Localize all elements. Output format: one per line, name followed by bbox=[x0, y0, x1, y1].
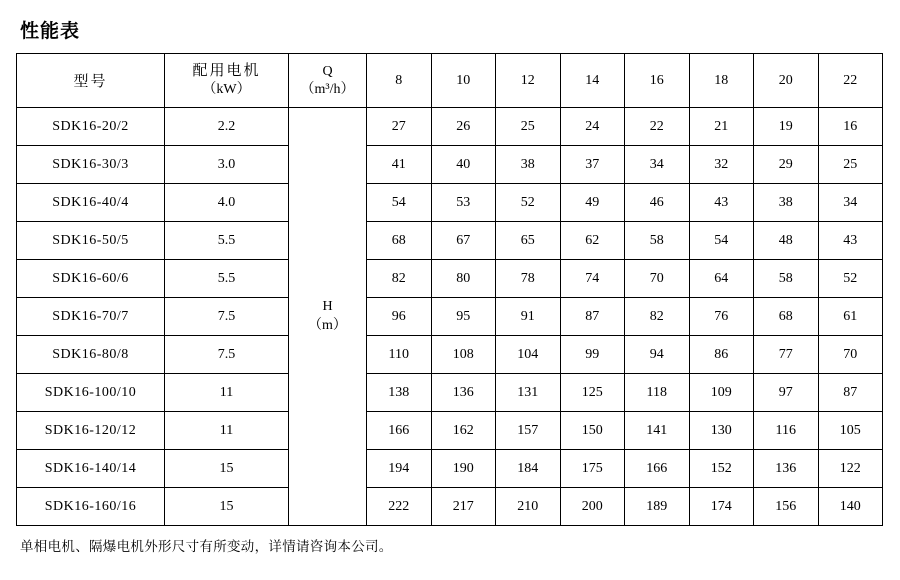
header-flow bbox=[289, 54, 367, 108]
table-row bbox=[17, 146, 883, 184]
cell-power: 11 bbox=[165, 374, 289, 412]
cell-model: SDK16-120/12 bbox=[17, 412, 165, 450]
cell-head-label bbox=[289, 108, 367, 526]
cell-model: SDK16-50/5 bbox=[17, 222, 165, 260]
cell-head: 19 bbox=[754, 108, 819, 146]
cell-model: SDK16-140/14 bbox=[17, 450, 165, 488]
cell-head: 95 bbox=[431, 298, 496, 336]
cell-head: 109 bbox=[689, 374, 754, 412]
cell-head: 54 bbox=[689, 222, 754, 260]
cell-power: 3.0 bbox=[165, 146, 289, 184]
cell-head: 48 bbox=[754, 222, 819, 260]
cell-head: 131 bbox=[496, 374, 561, 412]
header-flow-value: 8 bbox=[367, 54, 432, 108]
cell-power: 2.2 bbox=[165, 108, 289, 146]
cell-head: 141 bbox=[625, 412, 690, 450]
head-label-line1: H bbox=[322, 299, 333, 315]
cell-model: SDK16-40/4 bbox=[17, 184, 165, 222]
cell-head: 122 bbox=[818, 450, 883, 488]
cell-head: 222 bbox=[367, 488, 432, 526]
cell-head: 189 bbox=[625, 488, 690, 526]
cell-head: 125 bbox=[560, 374, 625, 412]
cell-head: 34 bbox=[818, 184, 883, 222]
table-row bbox=[17, 488, 883, 526]
cell-head: 96 bbox=[367, 298, 432, 336]
cell-head: 76 bbox=[689, 298, 754, 336]
cell-head: 43 bbox=[818, 222, 883, 260]
cell-head: 162 bbox=[431, 412, 496, 450]
cell-head: 200 bbox=[560, 488, 625, 526]
header-flow-value: 14 bbox=[560, 54, 625, 108]
cell-head: 62 bbox=[560, 222, 625, 260]
cell-model: SDK16-70/7 bbox=[17, 298, 165, 336]
performance-table bbox=[16, 53, 883, 526]
cell-power: 7.5 bbox=[165, 336, 289, 374]
header-power-line2: （kW） bbox=[202, 82, 251, 98]
footnote: 单相电机、隔爆电机外形尺寸有所变动，详情请咨询本公司。 bbox=[20, 539, 393, 554]
cell-model: SDK16-160/16 bbox=[17, 488, 165, 526]
table-row bbox=[17, 336, 883, 374]
cell-power: 5.5 bbox=[165, 260, 289, 298]
cell-head: 68 bbox=[367, 222, 432, 260]
cell-head: 118 bbox=[625, 374, 690, 412]
cell-power: 4.0 bbox=[165, 184, 289, 222]
header-flow-value: 16 bbox=[625, 54, 690, 108]
cell-head: 26 bbox=[431, 108, 496, 146]
cell-head: 184 bbox=[496, 450, 561, 488]
cell-head: 110 bbox=[367, 336, 432, 374]
cell-head: 52 bbox=[818, 260, 883, 298]
cell-head: 58 bbox=[754, 260, 819, 298]
cell-head: 82 bbox=[367, 260, 432, 298]
cell-head: 53 bbox=[431, 184, 496, 222]
cell-power: 15 bbox=[165, 488, 289, 526]
cell-head: 22 bbox=[625, 108, 690, 146]
cell-head: 77 bbox=[754, 336, 819, 374]
cell-head: 65 bbox=[496, 222, 561, 260]
header-power bbox=[165, 54, 289, 108]
cell-head: 152 bbox=[689, 450, 754, 488]
table-row bbox=[17, 298, 883, 336]
cell-head: 74 bbox=[560, 260, 625, 298]
cell-head: 130 bbox=[689, 412, 754, 450]
table-row bbox=[17, 108, 883, 146]
cell-head: 24 bbox=[560, 108, 625, 146]
table-row bbox=[17, 450, 883, 488]
cell-head: 21 bbox=[689, 108, 754, 146]
header-flow-value: 18 bbox=[689, 54, 754, 108]
table-header-row bbox=[17, 54, 883, 108]
cell-model: SDK16-20/2 bbox=[17, 108, 165, 146]
header-flow-line2: （m³/h） bbox=[300, 81, 355, 97]
cell-head: 105 bbox=[818, 412, 883, 450]
cell-head: 136 bbox=[431, 374, 496, 412]
cell-head: 41 bbox=[367, 146, 432, 184]
cell-head: 67 bbox=[431, 222, 496, 260]
cell-model: SDK16-30/3 bbox=[17, 146, 165, 184]
cell-power: 5.5 bbox=[165, 222, 289, 260]
cell-head: 37 bbox=[560, 146, 625, 184]
table-row bbox=[17, 374, 883, 412]
cell-head: 138 bbox=[367, 374, 432, 412]
cell-head: 32 bbox=[689, 146, 754, 184]
header-power-line1: 配用电机 bbox=[192, 62, 261, 80]
header-flow-value: 10 bbox=[431, 54, 496, 108]
cell-head: 80 bbox=[431, 260, 496, 298]
table-row bbox=[17, 260, 883, 298]
cell-power: 11 bbox=[165, 412, 289, 450]
cell-head: 150 bbox=[560, 412, 625, 450]
cell-model: SDK16-100/10 bbox=[17, 374, 165, 412]
cell-head: 175 bbox=[560, 450, 625, 488]
cell-head: 99 bbox=[560, 336, 625, 374]
cell-head: 190 bbox=[431, 450, 496, 488]
cell-head: 70 bbox=[818, 336, 883, 374]
table-row bbox=[17, 184, 883, 222]
cell-head: 87 bbox=[560, 298, 625, 336]
page-title: 性能表 bbox=[20, 21, 81, 42]
cell-head: 86 bbox=[689, 336, 754, 374]
header-flow-line1: Q bbox=[322, 64, 333, 79]
cell-model: SDK16-60/6 bbox=[17, 260, 165, 298]
cell-head: 87 bbox=[818, 374, 883, 412]
cell-head: 27 bbox=[367, 108, 432, 146]
header-flow-value: 12 bbox=[496, 54, 561, 108]
head-label-line2: （m） bbox=[308, 317, 347, 333]
cell-head: 116 bbox=[754, 412, 819, 450]
header-flow-value: 20 bbox=[754, 54, 819, 108]
header-flow-value: 22 bbox=[818, 54, 883, 108]
cell-head: 54 bbox=[367, 184, 432, 222]
cell-head: 210 bbox=[496, 488, 561, 526]
cell-head: 61 bbox=[818, 298, 883, 336]
cell-head: 104 bbox=[496, 336, 561, 374]
cell-power: 15 bbox=[165, 450, 289, 488]
cell-head: 25 bbox=[818, 146, 883, 184]
cell-head: 194 bbox=[367, 450, 432, 488]
cell-head: 140 bbox=[818, 488, 883, 526]
cell-model: SDK16-80/8 bbox=[17, 336, 165, 374]
cell-head: 43 bbox=[689, 184, 754, 222]
cell-head: 49 bbox=[560, 184, 625, 222]
cell-head: 40 bbox=[431, 146, 496, 184]
cell-head: 174 bbox=[689, 488, 754, 526]
cell-head: 34 bbox=[625, 146, 690, 184]
cell-head: 25 bbox=[496, 108, 561, 146]
cell-head: 52 bbox=[496, 184, 561, 222]
cell-head: 78 bbox=[496, 260, 561, 298]
cell-head: 217 bbox=[431, 488, 496, 526]
cell-head: 58 bbox=[625, 222, 690, 260]
cell-head: 68 bbox=[754, 298, 819, 336]
cell-head: 38 bbox=[754, 184, 819, 222]
cell-head: 166 bbox=[625, 450, 690, 488]
cell-head: 91 bbox=[496, 298, 561, 336]
table-row bbox=[17, 412, 883, 450]
cell-head: 97 bbox=[754, 374, 819, 412]
cell-head: 16 bbox=[818, 108, 883, 146]
cell-head: 38 bbox=[496, 146, 561, 184]
cell-head: 94 bbox=[625, 336, 690, 374]
cell-head: 108 bbox=[431, 336, 496, 374]
cell-head: 82 bbox=[625, 298, 690, 336]
cell-head: 70 bbox=[625, 260, 690, 298]
cell-head: 64 bbox=[689, 260, 754, 298]
cell-head: 136 bbox=[754, 450, 819, 488]
cell-head: 166 bbox=[367, 412, 432, 450]
cell-power: 7.5 bbox=[165, 298, 289, 336]
cell-head: 156 bbox=[754, 488, 819, 526]
cell-head: 157 bbox=[496, 412, 561, 450]
cell-head: 46 bbox=[625, 184, 690, 222]
header-model: 型号 bbox=[17, 54, 165, 108]
cell-head: 29 bbox=[754, 146, 819, 184]
table-row bbox=[17, 222, 883, 260]
